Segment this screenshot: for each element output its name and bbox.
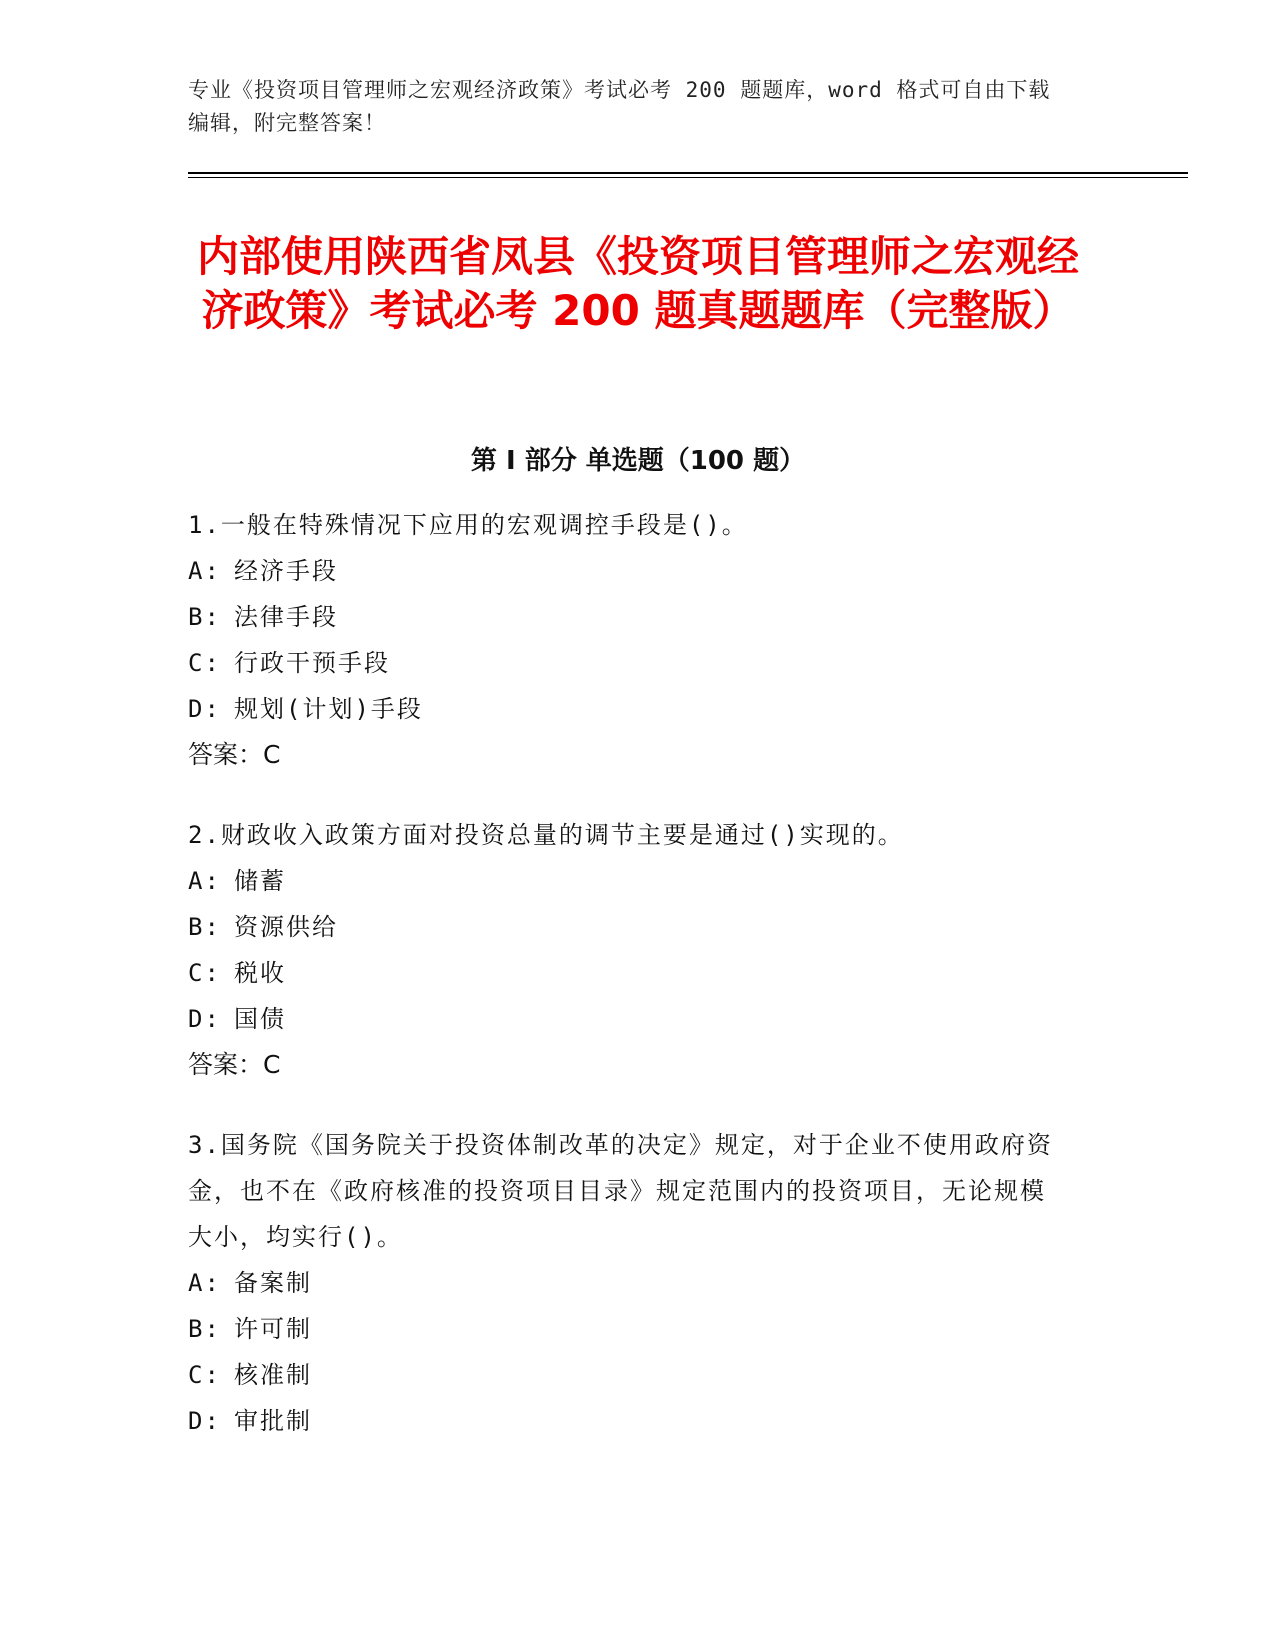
answer: 答案：C [188,740,281,769]
header-divider-thick [188,172,1188,174]
option-text: 许可制 [234,1315,312,1343]
option-label: B: [188,603,221,631]
option-text: 核准制 [234,1361,312,1389]
section-title: 第 I 部分 单选题（100 题） [470,446,806,476]
option-label: A: [188,1269,221,1297]
option-text: 国债 [234,1005,286,1033]
option-b [188,594,1068,640]
option-text: 审批制 [234,1407,312,1435]
option-text: 储蓄 [234,867,286,895]
question-text: 3.国务院《国务院关于投资体制改革的决定》规定，对于企业不使用政府资金，也不在《政府核准的投资项目目录》规定范围内的投资项目，无论规模大小，均实行()。 [188,1131,1053,1251]
option-label: C: [188,1361,221,1389]
option-c [188,640,1068,686]
option-a [188,548,1068,594]
option-b [188,904,1068,950]
option-label: D: [188,695,221,723]
option-text: 法律手段 [234,603,338,631]
question-3 [188,1122,1068,1444]
option-label: B: [188,1315,221,1343]
option-d [188,1398,1068,1444]
document-title: 内部使用陕西省凤县《投资项目管理师之宏观经济政策》考试必考 200 题真题题库（完整版） [196,232,1079,335]
option-label: C: [188,959,221,987]
option-text: 行政干预手段 [234,649,390,677]
option-text: 备案制 [234,1269,312,1297]
option-c [188,1352,1068,1398]
header-note: 专业《投资项目管理师之宏观经济政策》考试必考 200 题题库，word 格式可自由下载编辑，附完整答案！ [188,78,1051,135]
option-b [188,1306,1068,1352]
option-a [188,1260,1068,1306]
question-text: 2.财政收入政策方面对投资总量的调节主要是通过()实现的。 [188,821,904,849]
option-label: B: [188,913,221,941]
option-d [188,686,1068,732]
option-d [188,996,1068,1042]
option-label: C: [188,649,221,677]
question-1 [188,502,1068,778]
option-label: A: [188,557,221,585]
question-2 [188,812,1068,1088]
option-text: 税收 [234,959,286,987]
option-label: D: [188,1407,221,1435]
header-divider-thin [188,177,1188,178]
option-c [188,950,1068,996]
answer: 答案：C [188,1050,281,1079]
option-label: D: [188,1005,221,1033]
option-label: A: [188,867,221,895]
question-text: 1.一般在特殊情况下应用的宏观调控手段是()。 [188,511,748,539]
option-a [188,858,1068,904]
option-text: 经济手段 [234,557,338,585]
option-text: 资源供给 [234,913,338,941]
option-text: 规划(计划)手段 [234,695,423,723]
